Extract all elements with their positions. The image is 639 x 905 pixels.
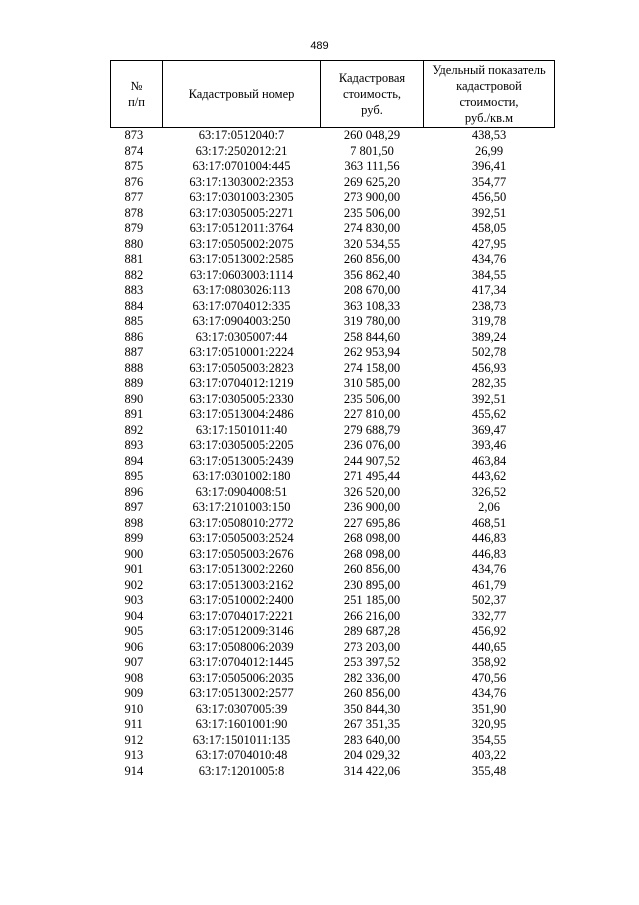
cadastral-number-cell: 63:17:0307005:39 <box>195 701 288 716</box>
specific-value-cell: 468,51 <box>471 515 507 530</box>
cadastral-value-cell: 289 687,28 <box>343 624 401 638</box>
cadastral-number-cell: 63:17:0505003:2524 <box>189 531 294 545</box>
header-row-number: № п/п <box>111 61 163 128</box>
cadastral-number-cell: 63:17:0904003:250 <box>192 314 291 328</box>
specific-value-cell: 434,76 <box>471 252 507 266</box>
table-row <box>111 733 555 749</box>
row-number-cell: 883 <box>124 283 144 297</box>
header-cadastral-value: Кадастровая стоимость, руб. <box>321 61 424 128</box>
cadastral-number-cell: 63:17:0505003:2676 <box>189 546 294 561</box>
table-body <box>111 128 555 780</box>
cadastral-number-cell: 63:17:1601001:90 <box>195 717 288 731</box>
specific-value-cell: 403,22 <box>471 748 507 762</box>
row-number-cell: 898 <box>124 515 144 530</box>
header-specific-value: Удельный показатель кадастровой стоимости, руб./кв.м <box>424 61 555 128</box>
table-row <box>111 144 555 160</box>
specific-value-cell: 461,79 <box>471 577 507 592</box>
table-row <box>111 299 555 315</box>
cadastral-number-cell: 63:17:1303002:2353 <box>189 174 294 189</box>
table-row <box>111 454 555 470</box>
cadastral-number-cell: 63:17:0704012:1219 <box>189 376 294 390</box>
cadastral-value-cell: 260 856,00 <box>343 562 401 576</box>
specific-value-cell: 392,51 <box>471 205 507 220</box>
specific-value-cell: 369,47 <box>471 422 507 437</box>
cadastral-number-cell: 63:17:0301002:180 <box>192 469 291 483</box>
specific-value-cell: 502,78 <box>471 345 507 359</box>
header-cadastral-number: Кадастровый номер <box>163 61 321 128</box>
table-row <box>111 671 555 687</box>
cadastral-value-cell: 208 670,00 <box>343 283 401 297</box>
cadastral-number-cell: 63:17:0512040:7 <box>198 128 285 142</box>
row-number-cell: 889 <box>124 376 144 390</box>
row-number-cell: 900 <box>124 546 144 561</box>
row-number-cell: 892 <box>124 422 144 437</box>
specific-value-cell: 2,06 <box>478 500 500 514</box>
specific-value-cell: 355,48 <box>471 763 507 778</box>
cadastral-value-cell: 273 900,00 <box>343 190 401 204</box>
page-number: 489 <box>310 40 329 52</box>
row-number-cell: 906 <box>124 639 144 654</box>
table-row <box>111 578 555 594</box>
cadastral-number-cell: 63:17:0513005:2439 <box>189 453 294 468</box>
cadastral-number-cell: 63:17:0704017:2221 <box>189 608 294 623</box>
cadastral-value-cell: 227 810,00 <box>343 407 401 421</box>
row-number-cell: 878 <box>124 205 144 220</box>
table-row <box>111 376 555 392</box>
cadastral-number-cell: 63:17:2502012:21 <box>195 143 288 158</box>
table-row <box>111 438 555 454</box>
table-row <box>111 330 555 346</box>
cadastral-value-cell: 363 108,33 <box>343 298 401 313</box>
row-number-cell: 903 <box>124 593 144 607</box>
specific-value-cell: 392,51 <box>471 391 507 406</box>
table-row <box>111 283 555 299</box>
cadastral-value-cell: 269 625,20 <box>343 174 401 189</box>
cadastral-value-cell: 273 203,00 <box>343 639 401 654</box>
specific-value-cell: 238,73 <box>471 298 507 313</box>
table-row <box>111 500 555 516</box>
cadastral-number-cell: 63:17:0508010:2772 <box>189 515 294 530</box>
row-number-cell: 886 <box>124 329 144 344</box>
row-number-cell: 893 <box>124 438 144 452</box>
cadastral-number-cell: 63:17:0513002:2260 <box>189 562 294 576</box>
specific-value-cell: 456,92 <box>471 624 507 638</box>
table-row <box>111 423 555 439</box>
cadastral-number-cell: 63:17:0603003:1114 <box>189 267 294 282</box>
row-number-cell: 874 <box>124 143 144 158</box>
cadastral-value-cell: 235 506,00 <box>343 391 401 406</box>
row-number-cell: 901 <box>124 562 144 576</box>
cadastral-value-cell: 235 506,00 <box>343 205 401 220</box>
cadastral-value-cell: 319 780,00 <box>343 314 401 328</box>
specific-value-cell: 456,93 <box>471 360 507 375</box>
row-number-cell: 913 <box>124 748 144 762</box>
specific-value-cell: 438,53 <box>471 128 507 142</box>
specific-value-cell: 458,05 <box>471 221 507 235</box>
cadastral-value-cell: 268 098,00 <box>343 531 401 545</box>
cadastral-value-cell: 262 953,94 <box>343 345 401 359</box>
cadastral-number-cell: 63:17:0704012:1445 <box>189 655 294 669</box>
cadastral-value-cell: 310 585,00 <box>343 376 401 390</box>
cadastral-value-cell: 326 520,00 <box>343 484 401 499</box>
table-row <box>111 547 555 563</box>
row-number-cell: 904 <box>124 608 144 623</box>
cadastral-value-cell: 271 495,44 <box>343 469 401 483</box>
row-number-cell: 897 <box>124 500 144 514</box>
row-number-cell: 911 <box>124 717 143 731</box>
row-number-cell: 881 <box>124 252 144 266</box>
cadastral-value-cell: 260 856,00 <box>343 686 401 700</box>
table-row <box>111 624 555 640</box>
table-row <box>111 686 555 702</box>
row-number-cell: 888 <box>124 360 144 375</box>
cadastral-number-cell: 63:17:0512011:3764 <box>189 221 294 235</box>
row-number-cell: 882 <box>124 267 144 282</box>
cadastral-value-cell: 204 029,32 <box>343 748 401 762</box>
cadastral-value-cell: 244 907,52 <box>343 453 401 468</box>
cadastral-value-cell: 320 534,55 <box>343 236 401 251</box>
cadastral-number-cell: 63:17:2101003:150 <box>192 500 291 514</box>
specific-value-cell: 446,83 <box>471 546 507 561</box>
specific-value-cell: 463,84 <box>471 453 507 468</box>
table-row <box>111 640 555 656</box>
cadastral-number-cell: 63:17:0305005:2205 <box>189 438 294 452</box>
cadastral-value-cell: 260 048,29 <box>343 128 401 142</box>
table-row <box>111 392 555 408</box>
table-row <box>111 469 555 485</box>
table-row <box>111 531 555 547</box>
cadastral-number-cell: 63:17:0305005:2271 <box>189 205 294 220</box>
specific-value-cell: 417,34 <box>471 283 507 297</box>
table-row <box>111 314 555 330</box>
table-row <box>111 159 555 175</box>
row-number-cell: 899 <box>124 531 144 545</box>
cadastral-value-cell: 251 185,00 <box>343 593 401 607</box>
cadastral-number-cell: 63:17:1501011:40 <box>195 422 288 437</box>
cadastral-value-cell: 274 158,00 <box>343 360 401 375</box>
row-number-cell: 885 <box>124 314 144 328</box>
row-number-cell: 907 <box>124 655 144 669</box>
cadastral-number-cell: 63:17:0904008:51 <box>195 484 288 499</box>
row-number-cell: 875 <box>124 159 144 173</box>
cadastral-number-cell: 63:17:0510002:2400 <box>189 593 294 607</box>
row-number-cell: 873 <box>124 128 144 142</box>
table-row <box>111 655 555 671</box>
row-number-cell: 909 <box>124 686 144 700</box>
specific-value-cell: 470,56 <box>471 670 507 685</box>
row-number-cell: 912 <box>124 732 144 747</box>
cadastral-number-cell: 63:17:0513004:2486 <box>189 407 294 421</box>
specific-value-cell: 456,50 <box>471 190 507 204</box>
specific-value-cell: 393,46 <box>471 438 507 452</box>
row-number-cell: 905 <box>124 624 144 638</box>
row-number-cell: 895 <box>124 469 144 483</box>
table-row <box>111 702 555 718</box>
specific-value-cell: 320,95 <box>471 717 507 731</box>
cadastral-number-cell: 63:17:0505003:2823 <box>189 360 294 375</box>
cadastral-value-cell: 260 856,00 <box>343 252 401 266</box>
specific-value-cell: 434,76 <box>471 562 507 576</box>
row-number-cell: 910 <box>124 701 144 716</box>
specific-value-cell: 434,76 <box>471 686 507 700</box>
table-row <box>111 516 555 532</box>
cadastral-number-cell: 63:17:0513002:2577 <box>189 686 294 700</box>
cadastral-number-cell: 63:17:0704010:48 <box>195 748 288 762</box>
table-row <box>111 764 555 780</box>
table-row <box>111 748 555 764</box>
specific-value-cell: 319,78 <box>471 314 507 328</box>
row-number-cell: 914 <box>124 763 144 778</box>
row-number-cell: 896 <box>124 484 144 499</box>
table-row <box>111 237 555 253</box>
specific-value-cell: 282,35 <box>471 376 507 390</box>
specific-value-cell: 354,55 <box>471 732 507 747</box>
specific-value-cell: 396,41 <box>471 159 507 173</box>
specific-value-cell: 384,55 <box>471 267 507 282</box>
table-row <box>111 206 555 222</box>
cadastral-number-cell: 63:17:1201005:8 <box>198 763 285 778</box>
cadastral-value-cell: 282 336,00 <box>343 670 401 685</box>
cadastral-value-table <box>110 60 555 779</box>
row-number-cell: 908 <box>124 670 144 685</box>
table-row <box>111 190 555 206</box>
specific-value-cell: 351,90 <box>471 701 507 716</box>
table-row <box>111 593 555 609</box>
specific-value-cell: 354,77 <box>471 174 507 189</box>
table-row <box>111 485 555 501</box>
table-row <box>111 175 555 191</box>
cadastral-value-cell: 356 862,40 <box>343 267 401 282</box>
specific-value-cell: 389,24 <box>471 329 507 344</box>
row-number-cell: 879 <box>124 221 144 235</box>
table-row <box>111 609 555 625</box>
specific-value-cell: 358,92 <box>471 655 507 669</box>
cadastral-number-cell: 63:17:0305005:2330 <box>189 391 294 406</box>
table-row <box>111 128 555 144</box>
table-row <box>111 345 555 361</box>
cadastral-number-cell: 63:17:0704012:335 <box>192 298 291 313</box>
cadastral-number-cell: 63:17:0505006:2035 <box>189 670 294 685</box>
cadastral-number-cell: 63:17:1501011:135 <box>192 732 291 747</box>
specific-value-cell: 427,95 <box>471 236 507 251</box>
table-row <box>111 268 555 284</box>
table-row <box>111 407 555 423</box>
cadastral-value-cell: 268 098,00 <box>343 546 401 561</box>
cadastral-number-cell: 63:17:0803026:113 <box>192 283 291 297</box>
cadastral-number-cell: 63:17:0513003:2162 <box>189 577 294 592</box>
row-number-cell: 877 <box>124 190 144 204</box>
cadastral-number-cell: 63:17:0505002:2075 <box>189 236 294 251</box>
cadastral-number-cell: 63:17:0508006:2039 <box>189 639 294 654</box>
cadastral-value-cell: 283 640,00 <box>343 732 401 747</box>
table-row <box>111 717 555 733</box>
specific-value-cell: 440,65 <box>471 639 507 654</box>
row-number-cell: 876 <box>124 174 144 189</box>
cadastral-number-cell: 63:17:0701004:445 <box>192 159 291 173</box>
row-number-cell: 884 <box>124 298 144 313</box>
table-row <box>111 562 555 578</box>
specific-value-cell: 326,52 <box>471 484 507 499</box>
cadastral-value-cell: 314 422,06 <box>343 763 401 778</box>
cadastral-value-cell: 7 801,50 <box>350 143 394 158</box>
row-number-cell: 894 <box>124 453 144 468</box>
cadastral-value-cell: 350 844,30 <box>343 701 401 716</box>
cadastral-value-cell: 230 895,00 <box>343 577 401 592</box>
header-row <box>111 61 555 128</box>
cadastral-number-cell: 63:17:0305007:44 <box>195 329 288 344</box>
cadastral-value-cell: 227 695,86 <box>343 515 401 530</box>
row-number-cell: 891 <box>124 407 144 421</box>
specific-value-cell: 502,37 <box>471 593 507 607</box>
table-row <box>111 361 555 377</box>
table-row <box>111 252 555 268</box>
specific-value-cell: 332,77 <box>471 608 507 623</box>
cadastral-number-cell: 63:17:0512009:3146 <box>189 624 294 638</box>
cadastral-value-cell: 274 830,00 <box>343 221 401 235</box>
table-row <box>111 221 555 237</box>
cadastral-value-cell: 236 900,00 <box>343 500 401 514</box>
cadastral-number-cell: 63:17:0301003:2305 <box>189 190 294 204</box>
row-number-cell: 880 <box>124 236 144 251</box>
cadastral-value-cell: 266 216,00 <box>343 608 401 623</box>
row-number-cell: 890 <box>124 391 144 406</box>
cadastral-value-cell: 363 111,56 <box>344 159 400 173</box>
cadastral-value-cell: 253 397,52 <box>343 655 401 669</box>
specific-value-cell: 455,62 <box>471 407 507 421</box>
cadastral-value-cell: 236 076,00 <box>343 438 401 452</box>
specific-value-cell: 443,62 <box>471 469 507 483</box>
specific-value-cell: 446,83 <box>471 531 507 545</box>
row-number-cell: 887 <box>124 345 144 359</box>
cadastral-number-cell: 63:17:0513002:2585 <box>189 252 294 266</box>
cadastral-value-cell: 279 688,79 <box>343 422 401 437</box>
specific-value-cell: 26,99 <box>474 143 504 158</box>
row-number-cell: 902 <box>124 577 144 592</box>
cadastral-value-cell: 258 844,60 <box>343 329 401 344</box>
cadastral-number-cell: 63:17:0510001:2224 <box>189 345 294 359</box>
table-header <box>111 61 555 128</box>
cadastral-value-cell: 267 351,35 <box>343 717 401 731</box>
